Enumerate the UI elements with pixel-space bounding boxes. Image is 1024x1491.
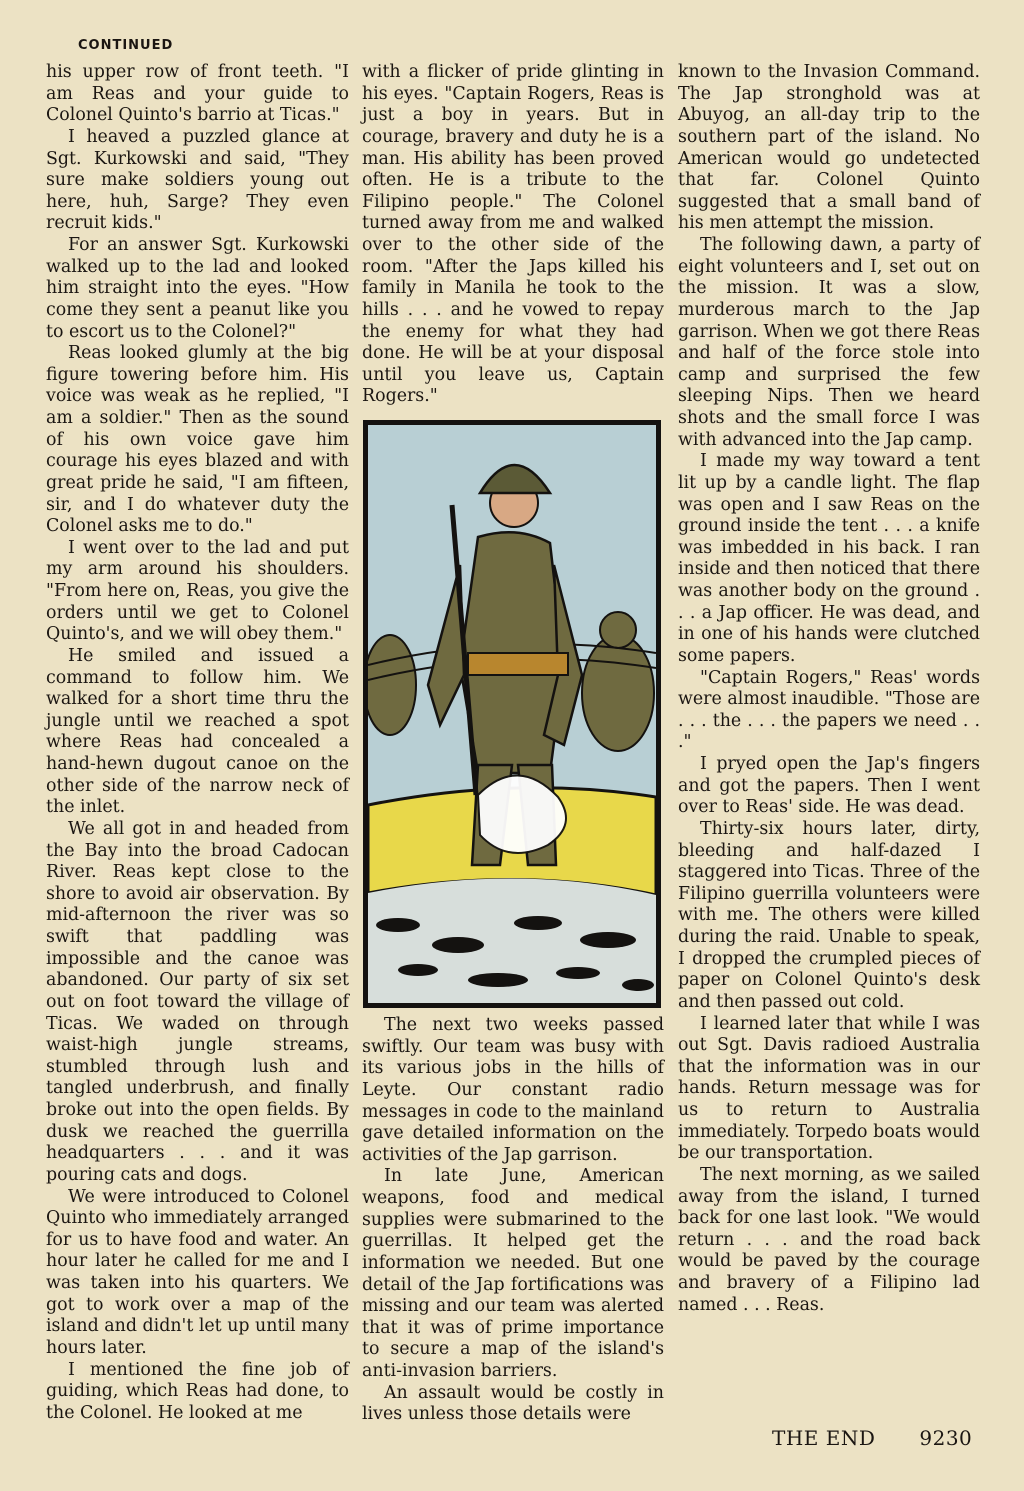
paragraph: The next morning, as we sailed away from the island, I turned back for one last look. "We would return . . . and the road back would be paved by the courage and bravery of a Filipino lad named . . . Reas. [678,1164,980,1315]
paragraph: I mentioned the fine job of guiding, which Reas had done, to the Colonel. He looked at me [46,1359,349,1423]
paragraph: I made my way toward a tent lit up by a candle light. The flap was open and I saw Reas on the ground inside the tent . . . a knife was imbedded in his back. I ran inside and then noticed that there was another body on the ground . . . a Jap officer. He was dead, and in one of his hands were clutched some papers. [678,451,980,666]
page-footer [772,1426,972,1450]
soldier-on-boat-illustration [368,425,656,1003]
paragraph: with a flicker of pride glinting in his eyes. "Captain Rogers, Reas is just a boy in years. But in courage, bravery and duty he is a man. His ability has been proved often. He is a tribute to the Filipino people." The Colonel turned away from me and walked over to the other side of the room. "After the Japs killed his family in Manila he took to the hills . . . and he vowed to repay the enemy for what they had done. He will be at your disposal until you leave us, Captain Rogers." [362,62,664,407]
paragraph: I heaved a puzzled glance at Sgt. Kurkowski and said, "They sure make soldiers young out here, huh, Sarge? They even recruit kids." [46,126,349,234]
paragraph: his upper row of front teeth. "I am Reas and your guide to Colonel Quinto's barrio at Ticas." [46,62,349,126]
column-3 [678,62,980,1316]
page-code: 9230 [919,1426,973,1450]
illustration-panel [363,420,661,1008]
paragraph: I pryed open the Jap's fingers and got the papers. Then I went over to Reas' side. He was dead. [678,754,980,818]
column-2-bottom [362,1015,664,1426]
paragraph: The following dawn, a party of eight volunteers and I, set out on the mission. It was a slow, murderous march to the Jap garrison. When we got there Reas and half of the force stole into camp and surprised the few sleeping Nips. Then we heard shots and the small force I was with advanced into the Jap camp. [678,235,980,450]
paragraph: We all got in and headed from the Bay into the broad Cadocan River. Reas kept close to the shore to avoid air observation. By mid-afternoon the river was so swift that paddling was impossible and the canoe was abandoned. Our party of six set out on foot toward the village of Ticas. We waded on through waist-high jungle streams, stumbled through lush and tangled underbrush, and finally broke out into the open fields. By dusk we reached the guerrilla headquarters . . . and it was pouring cats and dogs. [46,818,349,1185]
paragraph: In late June, American weapons, food and medical supplies were submarined to the guerrillas. It helped get the information we needed. But one detail of the Jap fortifications was missing and our team was alerted that it was of prime importance to secure a map of the island's anti-invasion barriers. [362,1166,664,1381]
the-end-label: THE END [772,1426,876,1450]
paragraph: Reas looked glumly at the big figure towering before him. His voice was weak as he replied, "I am a soldier." Then as the sound of his own voice gave him courage his eyes blazed and with great pride he said, "I am fifteen, sir, and I do whatever duty the Colonel asks me to do." [46,343,349,537]
paragraph: known to the Invasion Command. The Jap stronghold was at Abuyog, an all-day trip to the southern part of the island. No American would go undetected that far. Colonel Quinto suggested that a small band of his men attempt the mission. [678,62,980,234]
paragraph: Thirty-six hours later, dirty, bleeding and half-dazed I staggered into Ticas. Three of the Filipino guerrilla volunteers were with me. The others were killed during the raid. Unable to speak, I dropped the crumpled pieces of paper on Colonel Quinto's desk and then passed out cold. [678,818,980,1012]
paragraph: He smiled and issued a command to follow him. We walked for a short time thru the jungle until we reached a spot where Reas had concealed a hand-hewn dugout canoe on the other side of the narrow neck of the inlet. [46,645,349,818]
continued-header: CONTINUED [78,38,174,53]
column-2-top [362,62,664,408]
paragraph: I learned later that while I was out Sgt. Davis radioed Australia that the information was in our hands. Return message was for us to return to Australia immediately. Torpedo boats would be our transportation. [678,1013,980,1164]
paragraph: We were introduced to Colonel Quinto who immediately arranged for us to have food and water. An hour later he called for me and I was taken into his quarters. We got to work over a map of the island and didn't let up until many hours later. [46,1186,349,1358]
column-1 [46,62,349,1424]
paragraph: An assault would be costly in lives unless those details were [362,1382,664,1425]
paragraph: For an answer Sgt. Kurkowski walked up to the lad and looked him straight into the eyes. "How come they sent a peanut like you to escort us to the Colonel?" [46,235,349,342]
paragraph: The next two weeks passed swiftly. Our team was busy with its various jobs in the hills of Leyte. Our constant radio messages in code to the mainland gave detailed information on the activities of the Jap garrison. [362,1015,664,1165]
paragraph: I went over to the lad and put my arm around his shoulders. "From here on, Reas, you give the orders until we get to Colonel Quinto's, and we will obey them." [46,537,349,645]
paragraph: "Captain Rogers," Reas' words were almost inaudible. "Those are . . . the . . . the papers we need . . ." [678,667,980,753]
